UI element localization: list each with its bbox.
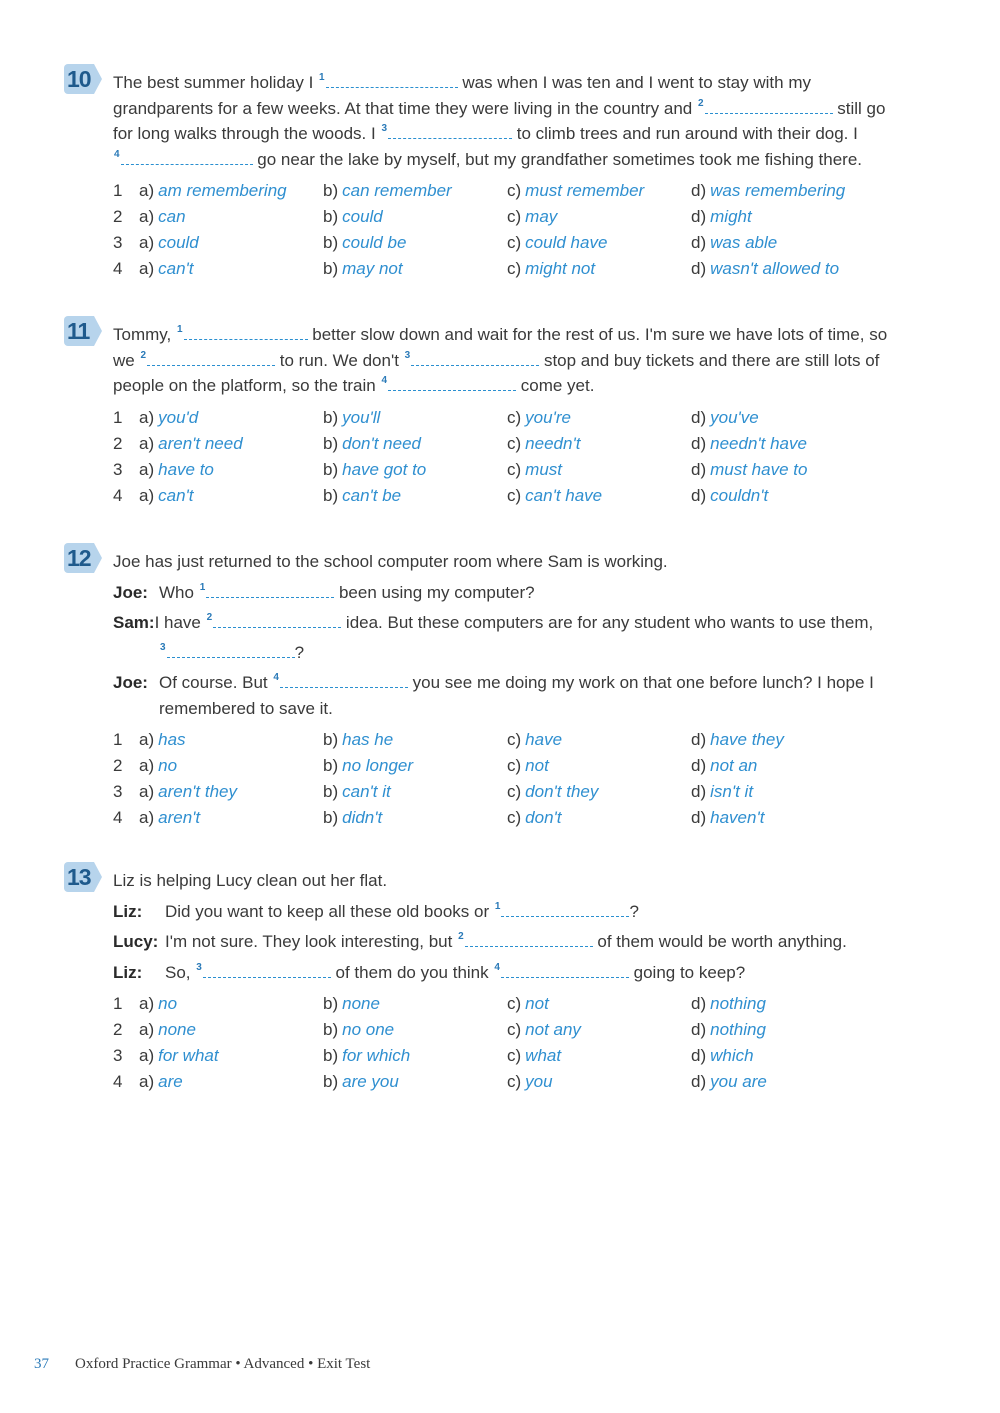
exercise-intro: Joe has just returned to the school computer room where Sam is working.	[113, 552, 668, 571]
answer-option[interactable]: b) can't be	[323, 485, 402, 505]
gap-1[interactable]	[184, 325, 308, 340]
answer-option[interactable]: b) can't it	[323, 782, 391, 801]
exercise-text: Joe has just returned to the school computer room where Sam is working. Joe: Who $^1$ been using my computer? Sam: I have $^2$ idea. But these computers are for any student who wants to use them, $^3$ ? Joe: Of course. But $^4$ you see me doing my work on that one before lunch? I hope I remembered to save it.	[113, 549, 944, 721]
answer-option[interactable]: a) none	[139, 1020, 196, 1039]
option-number: 3	[113, 782, 123, 801]
option-number: 1	[113, 994, 123, 1013]
answer-option[interactable]: d) needn't have	[691, 433, 807, 453]
answer-option[interactable]: a) are	[139, 1072, 183, 1091]
answer-option[interactable]: b) didn't	[323, 808, 383, 827]
option-row	[113, 457, 944, 483]
option-number: 2	[113, 756, 123, 775]
exercise-text: Liz is helping Lucy clean out her flat. Liz: Did you want to keep all these old books or $^1$ ? Lucy: I'm not sure. They look interesting, but $^2$ of them would be worth anything. Liz: So, $^3$ of them do you think $^4$ going to keep?	[113, 868, 944, 985]
page-number: 37	[34, 1356, 49, 1372]
exercise-number-badge: 10	[64, 64, 102, 94]
option-number: 2	[113, 433, 123, 453]
answer-option[interactable]: a) has	[139, 730, 186, 749]
exercise-text: The best summer holiday I $^1$ was when I was ten and I went to stay with my grandparents for a few weeks. At that time they were living in the country and $^2$ still go for long walks through the woods. I $^3$ to climb trees and run around with their dog. I $^4$ go near the lake by myself, but my grandfather sometimes took me fishing there.	[113, 72, 886, 169]
gap-3[interactable]	[411, 351, 539, 366]
option-number: 2	[113, 1020, 123, 1039]
answer-option[interactable]: b) have got to	[323, 459, 427, 479]
answer-option[interactable]: d) nothing	[691, 1020, 766, 1039]
gap-2[interactable]	[147, 351, 275, 366]
gap-2[interactable]	[705, 99, 833, 114]
option-row	[113, 727, 944, 753]
book-title: Oxford Practice Grammar • Advanced • Exit Test	[75, 1356, 371, 1372]
option-number: 1	[113, 407, 123, 427]
answer-option[interactable]: a) am remembering	[139, 181, 287, 200]
option-number: 3	[113, 233, 123, 252]
exercise-11	[64, 317, 944, 509]
answer-option[interactable]: d) which	[691, 1046, 754, 1065]
answer-option[interactable]: a) aren't need	[139, 433, 243, 453]
option-row	[113, 1017, 944, 1043]
option-row	[113, 256, 944, 282]
answer-option[interactable]: a) for what	[139, 1046, 219, 1065]
answer-option[interactable]: c) may	[507, 207, 558, 226]
answer-option[interactable]: b) are you	[323, 1072, 399, 1091]
answer-option[interactable]: b) don't need	[323, 433, 421, 453]
page-footer	[34, 1356, 370, 1373]
option-row	[113, 178, 944, 204]
answer-option[interactable]: a) can't	[139, 485, 194, 505]
answer-option[interactable]: c) must remember	[507, 181, 645, 200]
gap-4[interactable]	[501, 963, 629, 978]
option-row	[113, 230, 944, 256]
exercise-number-badge: 11	[64, 316, 102, 346]
answer-option[interactable]: d) might	[691, 207, 752, 226]
exercise-13	[64, 863, 944, 1095]
options	[113, 991, 944, 1095]
answer-option[interactable]: a) can	[139, 207, 186, 226]
gap-1[interactable]	[206, 583, 334, 598]
answer-option[interactable]: a) aren't	[139, 808, 201, 827]
exercise-12	[64, 544, 944, 831]
answer-option[interactable]: d) couldn't	[691, 485, 769, 505]
option-row	[113, 1069, 944, 1095]
answer-option[interactable]: b) could be	[323, 233, 407, 252]
answer-option[interactable]: c) you	[507, 1072, 553, 1091]
gap-1[interactable]	[326, 73, 458, 88]
answer-option[interactable]: c) can't have	[507, 485, 603, 505]
option-number: 3	[113, 1046, 123, 1065]
gap-4[interactable]	[388, 376, 516, 391]
option-row	[113, 753, 944, 779]
gap-3[interactable]	[388, 124, 512, 139]
gap-1[interactable]	[501, 902, 629, 917]
option-number: 4	[113, 259, 123, 278]
answer-option[interactable]: d) have they	[691, 730, 784, 749]
answer-option[interactable]: a) have to	[139, 459, 214, 479]
answer-option[interactable]: a) no	[139, 756, 178, 775]
answer-option[interactable]: d) you are	[691, 1072, 767, 1091]
answer-option[interactable]: b) may not	[323, 259, 403, 278]
option-row	[113, 431, 944, 457]
answer-option[interactable]: c) not	[507, 756, 549, 775]
answer-option[interactable]: d) was able	[691, 233, 778, 252]
exercise-intro: Liz is helping Lucy clean out her flat.	[113, 871, 388, 890]
option-row	[113, 204, 944, 230]
option-number: 1	[113, 181, 123, 200]
answer-option[interactable]: d) nothing	[691, 994, 766, 1013]
answer-option[interactable]: a) you'd	[139, 407, 199, 427]
option-row	[113, 779, 944, 805]
gap-3[interactable]	[203, 963, 331, 978]
answer-option[interactable]: b) you'll	[323, 407, 381, 427]
exercise-text: Tommy, $^1$ better slow down and wait for the rest of us. I'm sure we have lots of time, so we $^2$ to run. We don't $^3$ stop and buy tickets and there are still lots of people on the platform, so the train $^4$ come yet.	[113, 324, 888, 395]
answer-option[interactable]: c) might not	[507, 259, 596, 278]
answer-option[interactable]: d) wasn't allowed to	[691, 259, 840, 278]
answer-option[interactable]: c) you're	[507, 407, 571, 427]
answer-option[interactable]: c) not	[507, 994, 549, 1013]
answer-option[interactable]: d) must have to	[691, 459, 808, 479]
option-row	[113, 483, 944, 509]
answer-option[interactable]: c) what	[507, 1046, 562, 1065]
answer-option[interactable]: a) could	[139, 233, 199, 252]
answer-option[interactable]: d) isn't it	[691, 782, 754, 801]
answer-option[interactable]: c) have	[507, 730, 563, 749]
option-number: 4	[113, 808, 123, 827]
exercise-10	[64, 65, 944, 282]
option-row	[113, 991, 944, 1017]
options	[113, 405, 944, 509]
gap-3[interactable]	[167, 643, 295, 658]
answer-option[interactable]: c) don't they	[507, 782, 599, 801]
answer-option[interactable]: b) can remember	[323, 181, 452, 200]
answer-option[interactable]: b) no one	[323, 1020, 395, 1039]
option-row	[113, 1043, 944, 1069]
answer-option[interactable]: d) was remembering	[691, 181, 846, 200]
answer-option[interactable]: d) you've	[691, 407, 759, 427]
option-number: 4	[113, 485, 123, 505]
options	[113, 727, 944, 831]
option-number: 4	[113, 1072, 123, 1091]
option-row	[113, 405, 944, 431]
option-number: 3	[113, 459, 123, 479]
gap-4[interactable]	[280, 673, 408, 688]
answer-option[interactable]: c) don't	[507, 808, 562, 827]
answer-option[interactable]: b) none	[323, 994, 380, 1013]
answer-option[interactable]: b) no longer	[323, 756, 414, 775]
answer-option[interactable]: c) not any	[507, 1020, 581, 1039]
answer-option[interactable]: c) could have	[507, 233, 608, 252]
options	[113, 178, 944, 282]
exercise-number-badge: 12	[64, 543, 102, 573]
answer-option[interactable]: d) not an	[691, 756, 758, 775]
gap-2[interactable]	[213, 613, 341, 628]
answer-option[interactable]: b) has he	[323, 730, 394, 749]
answer-option[interactable]: c) needn't	[507, 433, 581, 453]
option-number: 1	[113, 730, 123, 749]
answer-option[interactable]: b) could	[323, 207, 383, 226]
answer-option[interactable]: a) no	[139, 994, 178, 1013]
answer-option[interactable]: c) must	[507, 459, 563, 479]
option-row	[113, 805, 944, 831]
gap-2[interactable]	[465, 932, 593, 947]
answer-option[interactable]: a) aren't they	[139, 782, 237, 801]
answer-option[interactable]: b) for which	[323, 1046, 411, 1065]
answer-option[interactable]: a) can't	[139, 259, 194, 278]
gap-4[interactable]	[121, 150, 253, 165]
answer-option[interactable]: d) haven't	[691, 808, 765, 827]
exercise-number-badge: 13	[64, 862, 102, 892]
option-number: 2	[113, 207, 123, 226]
